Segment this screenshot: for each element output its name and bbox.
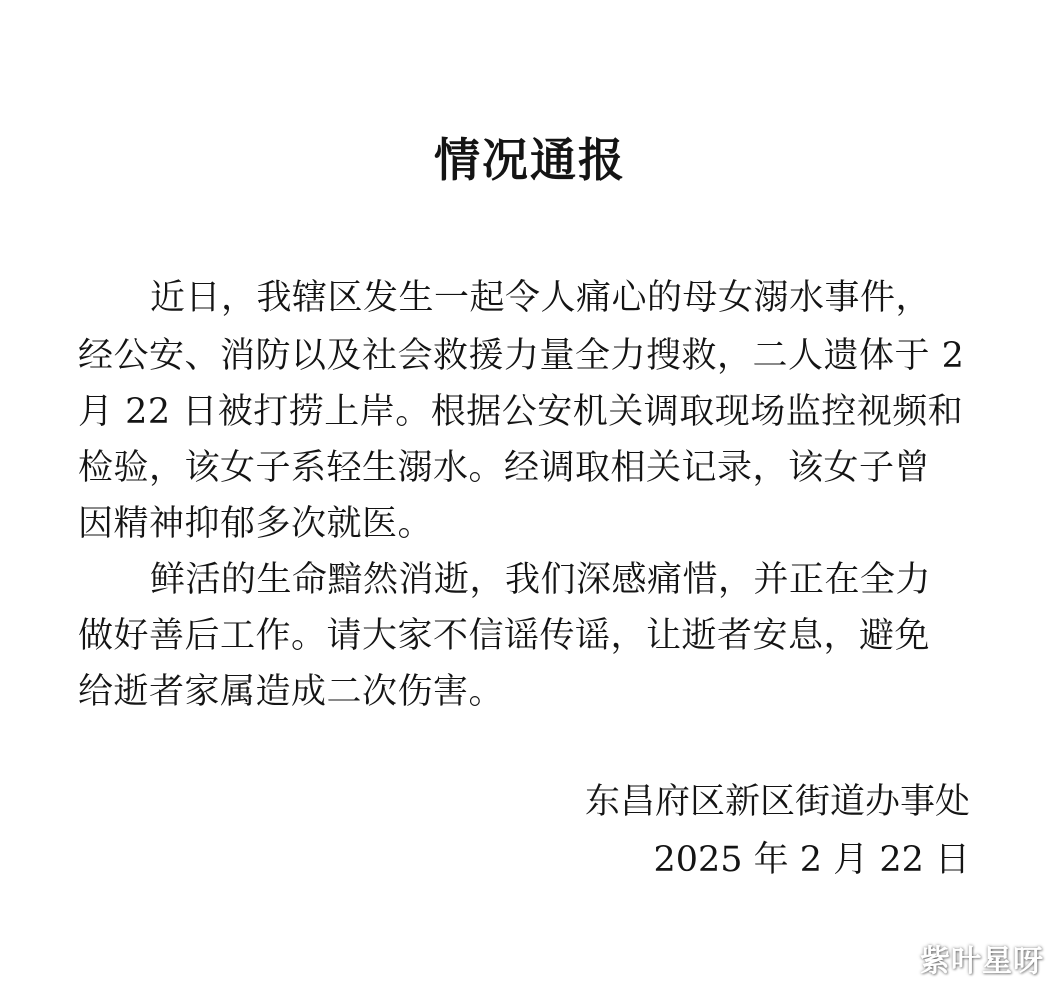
paragraph-1-line-4: 检验，该女子系轻生溺水。经调取相关记录，该女子曾 [78, 448, 931, 488]
signature-date: 2025 年 2 月 22 日 [653, 840, 970, 880]
paragraph-1-line-1: 近日，我辖区发生一起令人痛心的母女溺水事件， [150, 278, 932, 318]
paragraph-1-line-3: 月 22 日被打捞上岸。根据公安机关调取现场监控视频和 [78, 392, 964, 432]
paragraph-2-line-3: 给逝者家属造成二次伤害。 [78, 672, 505, 712]
signature-organization: 东昌府区新区街道办事处 [584, 782, 970, 822]
watermark-text: 紫叶星呀 [920, 944, 1044, 979]
paragraph-2-line-2: 做好善后工作。请大家不信谣传谣，让逝者安息，避免 [78, 616, 931, 656]
paragraph-1-line-5: 因精神抑郁多次就医。 [78, 504, 434, 544]
notice-title: 情况通报 [434, 133, 626, 187]
paragraph-2-line-1: 鲜活的生命黯然消逝，我们深感痛惜，并正在全力 [150, 560, 932, 600]
paragraph-1-line-2: 经公安、消防以及社会救援力量全力搜救，二人遗体于 2 [78, 336, 965, 376]
